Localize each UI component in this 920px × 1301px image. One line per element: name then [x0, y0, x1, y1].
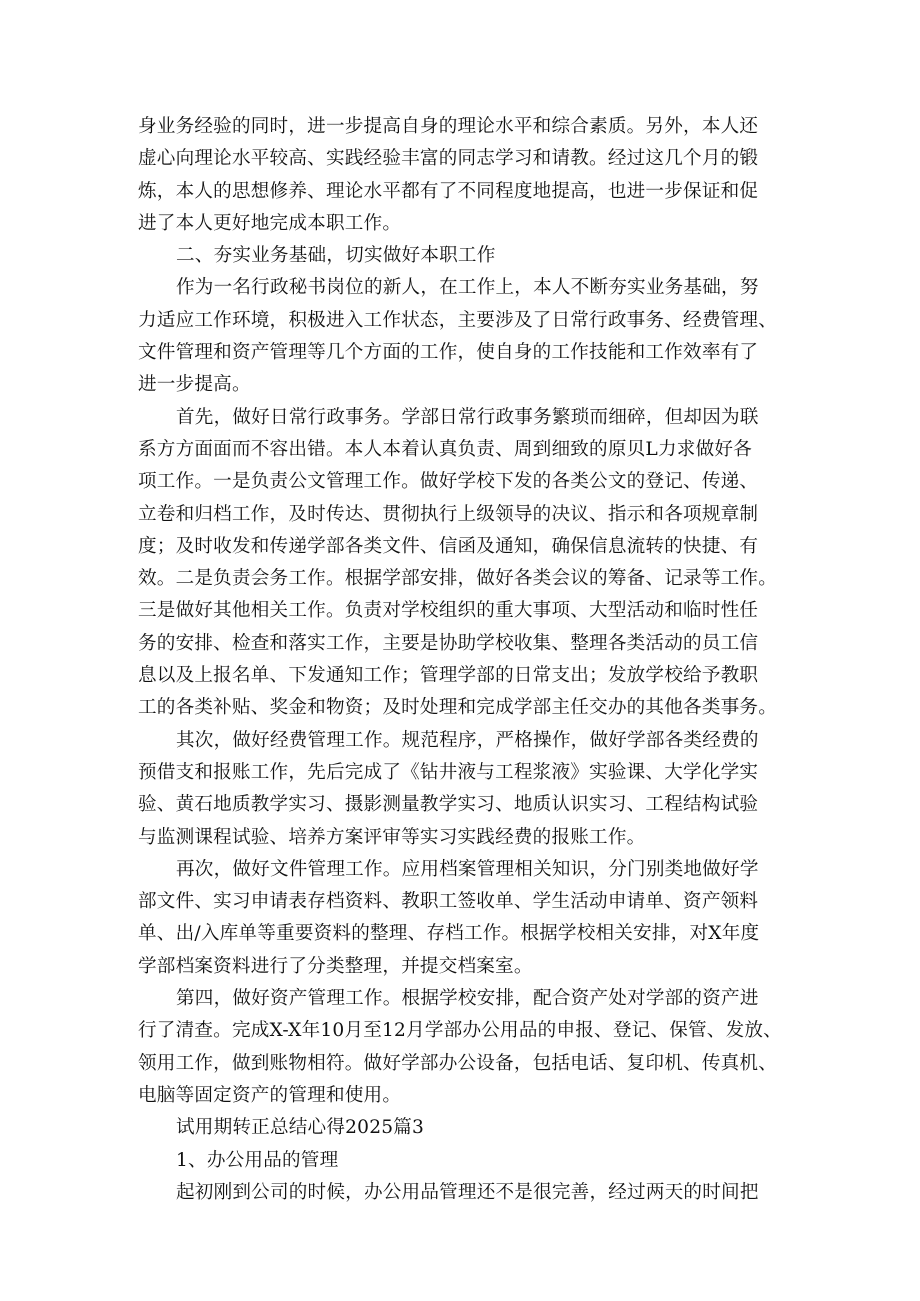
body-line: 电脑等固定资产的管理和使用。 — [138, 1084, 402, 1106]
body-line: 行了清查。完成X-X年10月至12月学部办公用品的申报、登记、保管、发放、 — [138, 1020, 782, 1042]
body-line: 效。二是负责会务工作。根据学部安排，做好各类会议的筹备、记录等工作。 — [138, 568, 777, 590]
body-line: 文件管理和资产管理等几个方面的工作，使自身的工作技能和工作效率有了 — [138, 342, 759, 364]
body-line: 立卷和归档工作，及时传达、贯彻执行上级领导的决议、指示和各项规章制 — [138, 503, 759, 525]
body-line: 第四，做好资产管理工作。根据学校安排，配合资产处对学部的资产进 — [176, 988, 759, 1010]
body-line: 再次，做好文件管理工作。应用档案管理相关知识，分门别类地做好学 — [176, 858, 759, 880]
body-line: 身业务经验的同时，进一步提高自身的理论水平和综合素质。另外，本人还 — [138, 116, 759, 137]
body-line: 部文件、实习申请表存档资料、教职工签收单、学生活动申请单、资产领料 — [138, 891, 759, 913]
body-line: 与监测课程试验、培养方案评审等实习实践经费的报账工作。 — [138, 826, 646, 848]
body-line: 首先，做好日常行政事务。学部日常行政事务繁琐而细碎，但却因为联 — [176, 406, 759, 428]
body-line: 单、出/入库单等重要资料的整理、存档工作。根据学校相关安排，对X年度 — [138, 923, 760, 945]
section-title: 试用期转正总结心得2025篇3 — [176, 1117, 425, 1139]
section-heading: 二、夯实业务基础，切实做好本职工作 — [176, 245, 496, 267]
body-line: 炼，本人的思想修养、理论水平都有了不同程度地提高，也进一步保证和促 — [138, 180, 759, 202]
body-line: 系方方面面而不容出错。本人本着认真负责、周到细致的原贝L力求做好各 — [138, 438, 752, 460]
body-line: 进一步提高。 — [138, 374, 251, 396]
body-line: 验、黄石地质教学实习、摄影测量教学实习、地质认识实习、工程结构试验 — [138, 794, 759, 816]
body-line: 学部档案资料进行了分类整理，并提交档案室。 — [138, 955, 533, 977]
body-line: 息以及上报名单、下发通知工作；管理学部的日常支出；发放学校给予教职 — [138, 665, 759, 687]
body-line: 度；及时收发和传递学部各类文件、信函及通知，确保信息流转的快捷、有 — [138, 535, 759, 557]
body-line: 作为一名行政秘书岗位的新人，在工作上，本人不断夯实业务基础，努 — [176, 277, 759, 299]
body-line: 起初刚到公司的时候，办公用品管理还不是很完善，经过两天的时间把 — [176, 1181, 759, 1203]
body-line: 虚心向理论水平较高、实践经验丰富的同志学习和请教。经过这几个月的锻 — [138, 148, 759, 170]
body-line: 工的各类补贴、奖金和物资；及时处理和完成学部主任交办的其他各类事务。 — [138, 697, 777, 719]
body-line: 领用工作，做到账物相符。做好学部办公设备，包括电话、复印机、传真机、 — [138, 1052, 777, 1074]
body-line: 其次，做好经费管理工作。规范程序，严格操作，做好学部各类经费的 — [176, 729, 759, 751]
body-line: 预借支和报账工作，先后完成了《钻井液与工程浆液》实验课、大学化学实 — [138, 761, 759, 783]
body-line: 力适应工作环境，积极进入工作状态，主要涉及了日常行政事务、经费管理、 — [138, 309, 777, 331]
body-line: 三是做好其他相关工作。负责对学校组织的重大事项、大型活动和临时性任 — [138, 600, 759, 622]
document-body — [138, 111, 798, 1209]
body-line: 务的安排、检查和落实工作，主要是协助学校收集、整理各类活动的员工信 — [138, 632, 759, 654]
subsection-heading: 1、办公用品的管理 — [176, 1149, 339, 1171]
body-line: 进了本人更好地完成本职工作。 — [138, 212, 402, 234]
body-line: 项工作。一是负责公文管理工作。做好学校下发的各类公文的登记、传递、 — [138, 471, 759, 493]
